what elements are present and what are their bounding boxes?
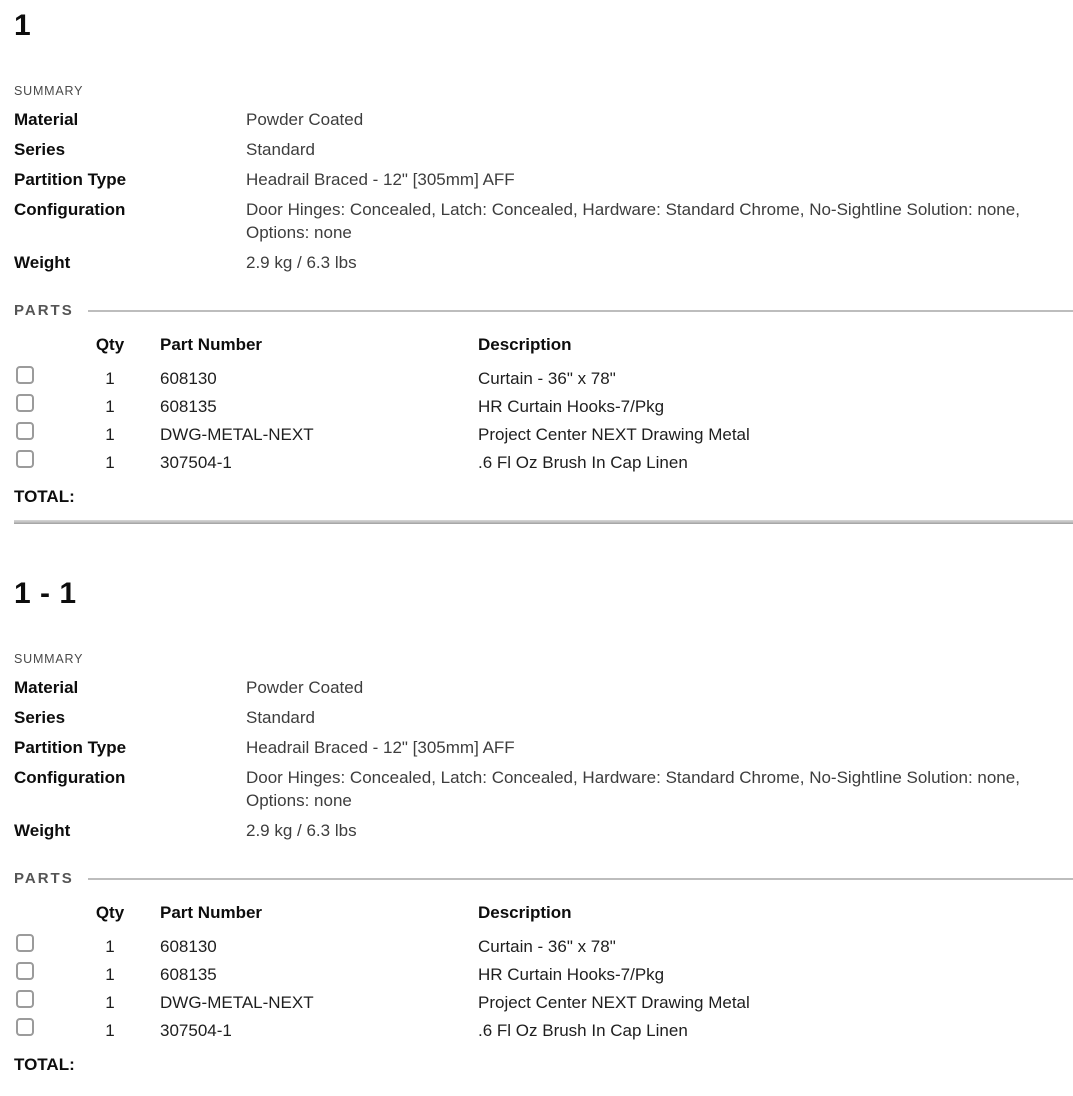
summary-field-label-series: Series	[14, 708, 66, 727]
summary-field-label-weight: Weight	[14, 821, 71, 840]
part-number: 608130	[160, 936, 217, 956]
part-number: 608135	[160, 964, 217, 984]
part-description: Curtain - 36" x 78"	[478, 936, 616, 956]
description-column-header: Description	[478, 902, 572, 922]
summary-field-value-series: Standard	[246, 140, 315, 159]
part-description: HR Curtain Hooks-7/Pkg	[478, 964, 665, 984]
table-row	[14, 1016, 1059, 1044]
parts-heading: PARTS	[14, 302, 74, 319]
part-description: Curtain - 36" x 78"	[478, 368, 616, 388]
part-description: Project Center NEXT Drawing Metal	[478, 424, 750, 444]
part-qty: 1	[105, 396, 115, 416]
part-checkbox[interactable]	[16, 934, 34, 952]
summary-field-label-configuration: Configuration	[14, 768, 126, 787]
summary-field-label-configuration: Configuration	[14, 200, 126, 219]
parts-table-header-row	[14, 332, 1059, 356]
part-qty: 1	[105, 936, 115, 956]
part-qty: 1	[105, 964, 115, 984]
part-description: .6 Fl Oz Brush In Cap Linen	[478, 452, 688, 472]
parts-heading: PARTS	[14, 870, 74, 887]
summary-heading: SUMMARY	[14, 652, 84, 666]
part-qty: 1	[105, 992, 115, 1012]
parts-table	[14, 900, 1059, 1044]
summary-heading: SUMMARY	[14, 84, 84, 98]
total-label: TOTAL:	[14, 487, 75, 506]
summary-field-value-configuration: Door Hinges: Concealed, Latch: Concealed, Hardware: Standard Chrome, No-Sightline Solution: none, Options: none	[246, 200, 1020, 242]
part-description: .6 Fl Oz Brush In Cap Linen	[478, 1020, 688, 1040]
table-row	[14, 960, 1059, 988]
summary-field-label-material: Material	[14, 678, 79, 697]
parts-rule-line	[88, 878, 1073, 880]
part-checkbox[interactable]	[16, 990, 34, 1008]
description-column-header: Description	[478, 334, 572, 354]
summary-grid	[14, 108, 1059, 274]
item-section-1-1	[14, 578, 1059, 1076]
summary-field-label-weight: Weight	[14, 253, 71, 272]
qty-column-header: Qty	[95, 902, 125, 922]
summary-field-value-material: Powder Coated	[246, 110, 364, 129]
parts-header	[14, 301, 1073, 321]
summary-field-label-series: Series	[14, 140, 66, 159]
table-row	[14, 932, 1059, 960]
section-heading: 1	[14, 9, 32, 42]
part-qty: 1	[105, 424, 115, 444]
part-checkbox[interactable]	[16, 394, 34, 412]
table-row	[14, 392, 1059, 420]
table-row	[14, 988, 1059, 1016]
qty-column-header: Qty	[95, 334, 125, 354]
summary-field-value-weight: 2.9 kg / 6.3 lbs	[246, 253, 357, 272]
table-row	[14, 420, 1059, 448]
part-number: 608135	[160, 396, 217, 416]
summary-field-label-material: Material	[14, 110, 79, 129]
table-row	[14, 364, 1059, 392]
part-number: DWG-METAL-NEXT	[160, 992, 314, 1012]
section-heading: 1 - 1	[14, 577, 77, 610]
part-checkbox[interactable]	[16, 366, 34, 384]
part-checkbox[interactable]	[16, 1018, 34, 1036]
part-number: 307504-1	[160, 1020, 232, 1040]
parts-header	[14, 869, 1073, 889]
part-number-column-header: Part Number	[160, 334, 263, 354]
part-qty: 1	[105, 368, 115, 388]
summary-field-value-weight: 2.9 kg / 6.3 lbs	[246, 821, 357, 840]
item-section-1	[14, 10, 1059, 524]
part-checkbox[interactable]	[16, 422, 34, 440]
part-number: DWG-METAL-NEXT	[160, 424, 314, 444]
summary-field-value-configuration: Door Hinges: Concealed, Latch: Concealed, Hardware: Standard Chrome, No-Sightline Solution: none, Options: none	[246, 768, 1020, 810]
summary-grid	[14, 676, 1059, 842]
summary-field-value-series: Standard	[246, 708, 315, 727]
part-checkbox[interactable]	[16, 962, 34, 980]
summary-field-value-partition-type: Headrail Braced - 12" [305mm] AFF	[246, 738, 515, 757]
part-number: 307504-1	[160, 452, 232, 472]
part-description: HR Curtain Hooks-7/Pkg	[478, 396, 665, 416]
parts-rule-line	[88, 310, 1073, 312]
summary-field-label-partition-type: Partition Type	[14, 170, 127, 189]
part-qty: 1	[105, 452, 115, 472]
part-number: 608130	[160, 368, 217, 388]
summary-field-value-material: Powder Coated	[246, 678, 364, 697]
parts-table-header-row	[14, 900, 1059, 924]
parts-table	[14, 332, 1059, 476]
part-qty: 1	[105, 1020, 115, 1040]
part-checkbox[interactable]	[16, 450, 34, 468]
table-row	[14, 448, 1059, 476]
part-description: Project Center NEXT Drawing Metal	[478, 992, 750, 1012]
total-label: TOTAL:	[14, 1055, 75, 1074]
section-divider	[14, 520, 1073, 524]
summary-field-label-partition-type: Partition Type	[14, 738, 127, 757]
summary-field-value-partition-type: Headrail Braced - 12" [305mm] AFF	[246, 170, 515, 189]
part-number-column-header: Part Number	[160, 902, 263, 922]
